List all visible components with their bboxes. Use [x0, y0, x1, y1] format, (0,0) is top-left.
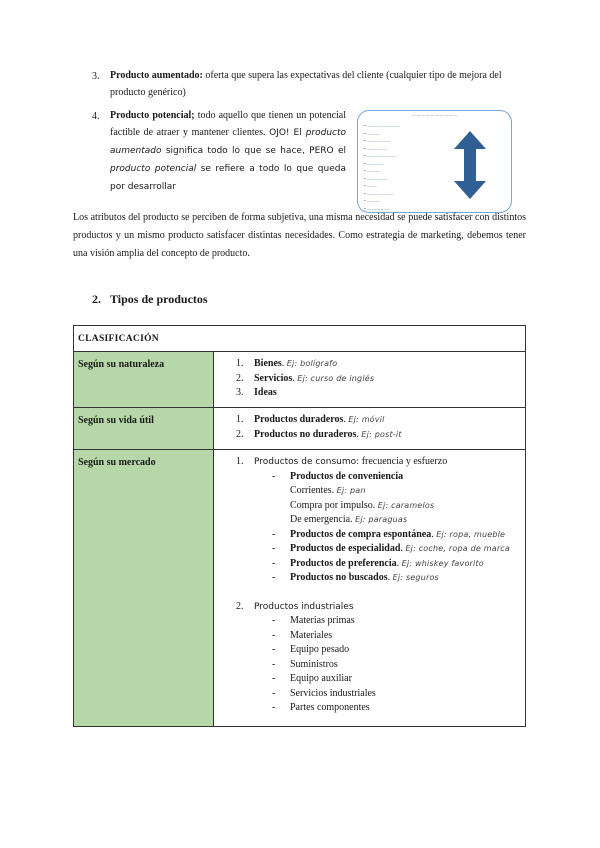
- double-arrow-icon: [450, 129, 490, 201]
- sub-list-item: - Servicios industriales: [272, 687, 376, 699]
- sub-list-item: - Materias primas: [272, 615, 355, 626]
- items-cell: [214, 352, 526, 408]
- category-cell: Según su vida útil: [74, 408, 214, 450]
- items-cell: [214, 408, 526, 450]
- list-item-producto-potencial: Producto potencial; todo aquello que tienen un potencial factible de atraer y mantener clientes. OJO! El producto aumentado significa todo lo que se hace, PERO el producto potencial se refiere a todo lo que queda por desarrollar: [110, 110, 347, 192]
- list-item: 1. Productos duraderos. Ej: móvil: [236, 414, 385, 425]
- list-item: 2. Productos no duraderos. Ej: post-it: [236, 428, 402, 440]
- list-item: 3. Ideas: [236, 387, 277, 398]
- classification-table: [73, 325, 526, 727]
- sub-list-item: - Partes componentes: [272, 702, 370, 713]
- table-row: [74, 352, 526, 408]
- table-row: [74, 450, 526, 727]
- list-number: 4.: [92, 111, 100, 122]
- table-header: CLASIFICACIÓN: [74, 326, 526, 352]
- sub-list-item: - Equipo pesado: [272, 644, 350, 655]
- sub-list-item: - Productos de especialidad. Ej: coche, ropa de marca: [272, 543, 511, 554]
- category-cell: Según su mercado: [74, 450, 214, 727]
- sub-list-item: - Productos no buscados. Ej: seguros: [272, 572, 439, 583]
- diagram-title: — — — — — — — — — —: [411, 113, 457, 117]
- sub-sub-item: Compra por impulso. Ej: caramelos: [290, 499, 435, 511]
- sub-sub-item: Corrientes. Ej: pan: [290, 485, 366, 496]
- list-item: 2. Servicios. Ej: curso de inglés: [236, 372, 375, 384]
- body-paragraph: Los atributos del producto se perciben de forma subjetiva, una misma necesidad se puede satisfacer con distintos productos y un mismo producto satisfacer distintas necesidades. Como estrategia de marketing, debemos tener una visión amplia del concepto de producto.: [73, 212, 526, 259]
- sub-list-item: - Productos de compra espontánea. Ej: ropa, mueble: [272, 528, 506, 540]
- items-cell: [214, 450, 526, 727]
- list-number: 3.: [92, 71, 100, 82]
- product-levels-diagram: [357, 110, 512, 213]
- list-item: 1. Bienes. Ej: bolígrafo: [236, 358, 338, 369]
- sub-list-item: - Suministros: [272, 658, 338, 670]
- table-row: [74, 408, 526, 450]
- list-item-producto-aumentado: Producto aumentado: oferta que supera las expectativas del cliente (cualquier tipo de mejora del producto genérico): [110, 70, 502, 98]
- sub-list-item: - Productos de conveniencia: [272, 470, 404, 482]
- sub-list-item: - Materiales: [272, 629, 333, 641]
- sub-list-item: - Productos de preferencia. Ej: whiskey favorito: [272, 557, 484, 569]
- list-item: 1. Productos de consumo: frecuencia y esfuerzo: [236, 456, 448, 467]
- table-header-row: [74, 326, 526, 352]
- category-cell: Según su naturaleza: [74, 352, 214, 408]
- list-item: 2. Productos industriales: [236, 600, 354, 612]
- diagram-list: • —————————— • ———— • ——————— • —————— • ————————— • ————— • ———— • —————— • ——— • ———————— • ———— • ———————: [364, 123, 400, 213]
- sub-list-item: - Equipo auxiliar: [272, 673, 352, 684]
- section-heading: 2. Tipos de productos: [92, 292, 208, 306]
- sub-sub-item: De emergencia. Ej: paraguas: [290, 514, 408, 525]
